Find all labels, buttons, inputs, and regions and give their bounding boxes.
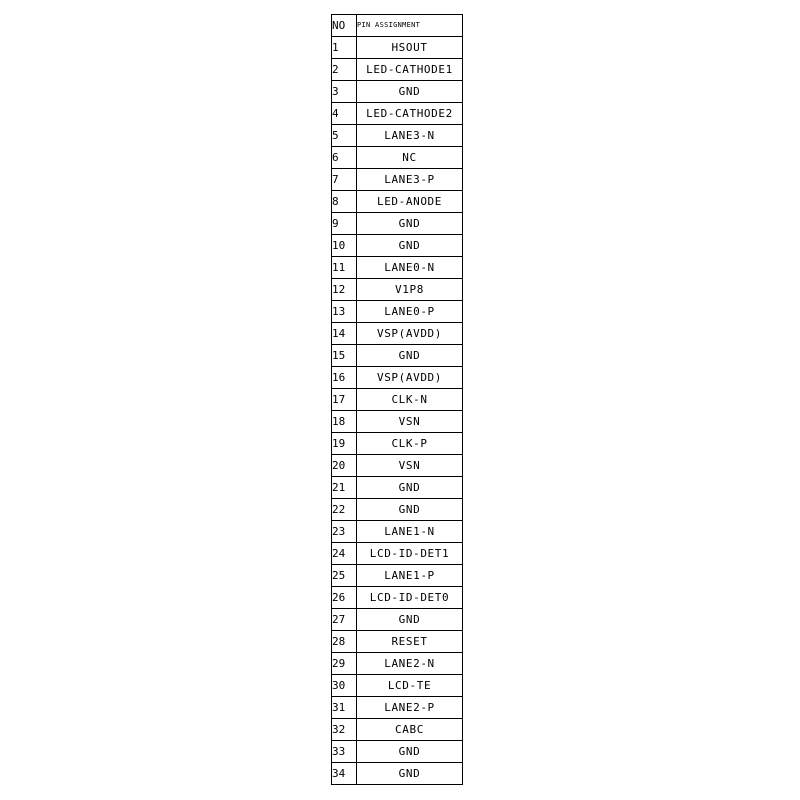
- table-row: [332, 719, 463, 741]
- table-row: [332, 631, 463, 653]
- pin-assignment: CLK-N: [357, 389, 463, 411]
- table-row: [332, 81, 463, 103]
- table-row: [332, 301, 463, 323]
- pin-number: 8: [332, 191, 357, 213]
- table-row: [332, 675, 463, 697]
- pin-assignment: RESET: [357, 631, 463, 653]
- pin-assignment: LED-CATHODE2: [357, 103, 463, 125]
- pin-number: 4: [332, 103, 357, 125]
- pin-assignment: GND: [357, 609, 463, 631]
- pin-assignment: VSN: [357, 411, 463, 433]
- pin-assignment: LANE2-N: [357, 653, 463, 675]
- pin-number: 30: [332, 675, 357, 697]
- table-row: [332, 213, 463, 235]
- pin-assignment: LANE1-P: [357, 565, 463, 587]
- pin-number: 18: [332, 411, 357, 433]
- pin-number: 13: [332, 301, 357, 323]
- pin-assignment: V1P8: [357, 279, 463, 301]
- pin-rows: [332, 37, 463, 785]
- pin-number: 11: [332, 257, 357, 279]
- pin-assignment: LCD-ID-DET1: [357, 543, 463, 565]
- pin-assignment: HSOUT: [357, 37, 463, 59]
- header-no: NO: [332, 15, 357, 37]
- pin-number: 6: [332, 147, 357, 169]
- pin-assignment: GND: [357, 345, 463, 367]
- pin-assignment: CABC: [357, 719, 463, 741]
- table-row: [332, 103, 463, 125]
- pin-number: 5: [332, 125, 357, 147]
- pin-assignment: GND: [357, 741, 463, 763]
- pin-number: 19: [332, 433, 357, 455]
- table-row: [332, 455, 463, 477]
- pin-assignment: LANE0-P: [357, 301, 463, 323]
- pin-number: 9: [332, 213, 357, 235]
- pin-assignment: LANE1-N: [357, 521, 463, 543]
- table-row: [332, 257, 463, 279]
- pin-assignment: GND: [357, 477, 463, 499]
- pin-number: 12: [332, 279, 357, 301]
- table-row: [332, 543, 463, 565]
- pin-number: 17: [332, 389, 357, 411]
- table-row: [332, 609, 463, 631]
- pin-number: 26: [332, 587, 357, 609]
- table-row: [332, 477, 463, 499]
- table-row: [332, 411, 463, 433]
- pin-assignment: LCD-TE: [357, 675, 463, 697]
- pin-number: 28: [332, 631, 357, 653]
- pin-number: 27: [332, 609, 357, 631]
- header-pin-assignment: PIN ASSIGNMENT: [357, 15, 463, 37]
- pin-number: 3: [332, 81, 357, 103]
- pin-number: 24: [332, 543, 357, 565]
- pin-number: 1: [332, 37, 357, 59]
- table-row: [332, 741, 463, 763]
- pin-assignment: LED-ANODE: [357, 191, 463, 213]
- table-row: [332, 279, 463, 301]
- table-row: [332, 367, 463, 389]
- pin-assignment: GND: [357, 213, 463, 235]
- table-row: [332, 521, 463, 543]
- pin-number: 23: [332, 521, 357, 543]
- pin-assignment: GND: [357, 81, 463, 103]
- table-row: [332, 125, 463, 147]
- pin-assignment: LANE3-N: [357, 125, 463, 147]
- pin-number: 15: [332, 345, 357, 367]
- table-header-row: [332, 15, 463, 37]
- pin-number: 25: [332, 565, 357, 587]
- pin-number: 21: [332, 477, 357, 499]
- pin-assignment: LED-CATHODE1: [357, 59, 463, 81]
- table-row: [332, 433, 463, 455]
- pin-assignment: VSP(AVDD): [357, 367, 463, 389]
- pin-number: 29: [332, 653, 357, 675]
- pin-assignment: CLK-P: [357, 433, 463, 455]
- pin-number: 22: [332, 499, 357, 521]
- pin-assignment: GND: [357, 763, 463, 785]
- pin-number: 33: [332, 741, 357, 763]
- table-row: [332, 587, 463, 609]
- pin-number: 10: [332, 235, 357, 257]
- table-row: [332, 235, 463, 257]
- pin-number: 14: [332, 323, 357, 345]
- table-row: [332, 697, 463, 719]
- pin-assignment: GND: [357, 235, 463, 257]
- pin-assignment: LANE2-P: [357, 697, 463, 719]
- table-row: [332, 169, 463, 191]
- table-row: [332, 59, 463, 81]
- table-row: [332, 147, 463, 169]
- table-row: [332, 323, 463, 345]
- table-row: [332, 763, 463, 785]
- pin-number: 31: [332, 697, 357, 719]
- pin-number: 7: [332, 169, 357, 191]
- pin-assignment-table: [331, 14, 463, 785]
- pin-assignment: LCD-ID-DET0: [357, 587, 463, 609]
- pin-assignment: NC: [357, 147, 463, 169]
- pin-assignment: LANE0-N: [357, 257, 463, 279]
- pin-assignment: VSN: [357, 455, 463, 477]
- table-row: [332, 345, 463, 367]
- table-row: [332, 653, 463, 675]
- pin-number: 34: [332, 763, 357, 785]
- pin-number: 32: [332, 719, 357, 741]
- pin-assignment: VSP(AVDD): [357, 323, 463, 345]
- table-row: [332, 389, 463, 411]
- pin-number: 2: [332, 59, 357, 81]
- pin-number: 16: [332, 367, 357, 389]
- table-row: [332, 191, 463, 213]
- pin-assignment: GND: [357, 499, 463, 521]
- pin-number: 20: [332, 455, 357, 477]
- table-row: [332, 499, 463, 521]
- pin-assignment: LANE3-P: [357, 169, 463, 191]
- table-row: [332, 37, 463, 59]
- table-row: [332, 565, 463, 587]
